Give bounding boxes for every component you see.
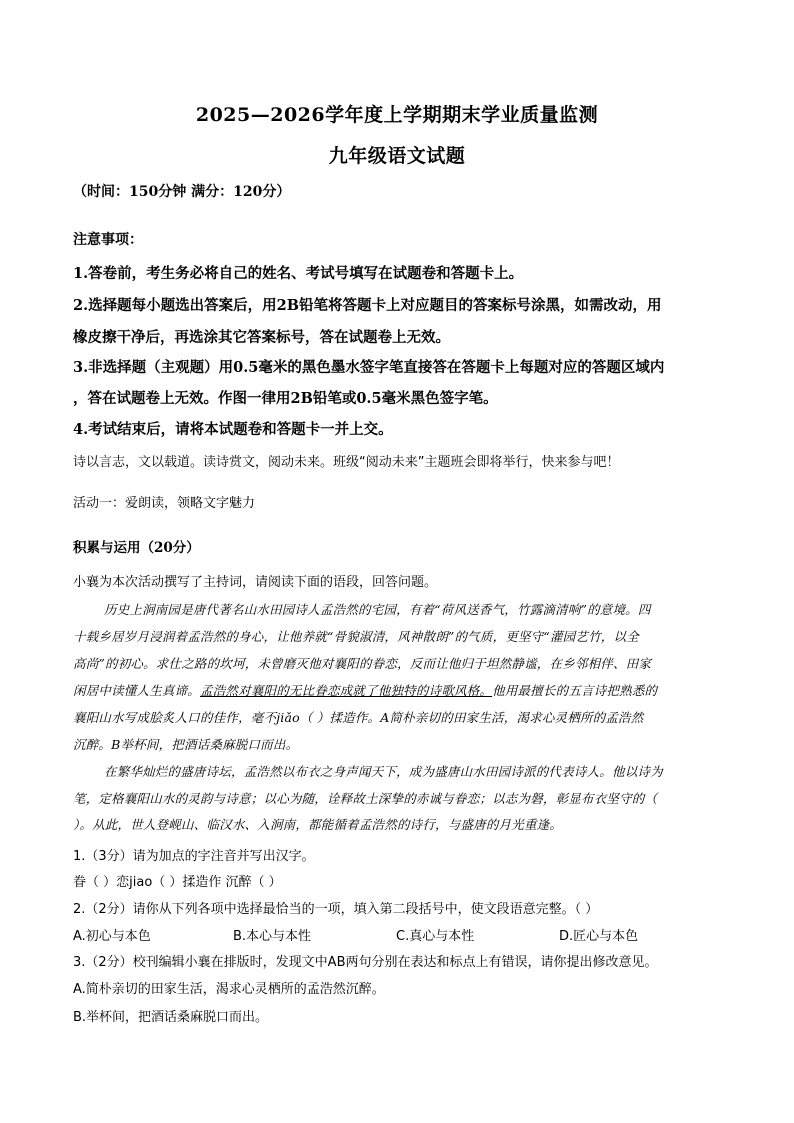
question-1-stem: 1.（3分）请为加点的字注音并写出汉字。 bbox=[73, 849, 315, 864]
option-a: A.初心与本色 bbox=[73, 929, 151, 944]
question-3-sentence-b: B.举杯间，把酒话桑麻脱口而出。 bbox=[73, 1010, 269, 1025]
passage-line: ）。从此，世人登岘山、临汉水、入涧南，都能循着孟浩然的诗行，与盛唐的月光重逢。 bbox=[73, 817, 563, 832]
notice-item: ，答在试题卷上无效。作图一律用2B铅笔或0.5毫米黑色签字笔。 bbox=[73, 390, 498, 407]
passage-line: 在繁华灿烂的盛唐诗坛，孟浩然以布衣之身声闻天下，成为盛唐山水田园诗派的代表诗人。他以诗为 bbox=[104, 764, 663, 779]
intro-text: 诗以言志，文以载道。读诗赏文，阅动未来。班级“阅动未来”主题班会即将举行，快来参与吧！ bbox=[73, 455, 620, 470]
passage-line: 高尚”的初心。求仕之路的坎坷，未曾磨灭他对襄阳的眷恋，反而让他归于坦然静谧，在乡邻相伴、田家 bbox=[73, 656, 652, 671]
passage-line: 笔，定格襄阳山水的灵韵与诗意；以心为随，诠释故土深挚的赤诚与眷恋；以志为磐，彰显布衣坚守的（ bbox=[73, 791, 658, 806]
exam-subtitle: 九年级语文试题 bbox=[328, 145, 466, 167]
question-1-answer-line: 眷（ ）恋jiao（ ）揉造作 沉醉（ ） bbox=[73, 875, 282, 890]
option-b: B.本心与本性 bbox=[233, 929, 312, 944]
notice-item: 1.答卷前，考生务必将自己的姓名、考试号填写在试题卷和答题卡上。 bbox=[73, 265, 524, 282]
underlined-sentence: 孟浩然对襄阳的无比眷恋成就了他独特的诗歌风格。 bbox=[200, 683, 493, 698]
question-2-stem: 2.（2分）请你从下列各项中选择最恰当的一项，填入第二段括号中，使文段语意完整。（ ） bbox=[73, 902, 599, 917]
passage-line: 沉醉。B举杯间，把酒话桑麻脱口而出。 bbox=[73, 737, 299, 752]
notice-heading: 注意事项： bbox=[73, 232, 143, 248]
notice-item: 2.选择题每小题选出答案后，用2B铅笔将答题卡上对应题目的答案标号涂黑，如需改动，用 bbox=[73, 297, 662, 314]
question-3-sentence-a: A.简朴亲切的田家生活，渴求心灵栖所的孟浩然沉醉。 bbox=[73, 982, 385, 997]
section-heading: 积累与运用（20分） bbox=[73, 540, 200, 556]
passage-line: 历史上涧南园是唐代著名山水田园诗人孟浩然的宅园，有着“荷风送香气，竹露滴清响”的意境。四 bbox=[104, 602, 651, 617]
exam-title: 2025—2026学年度上学期期末学业质量监测 bbox=[195, 104, 599, 126]
option-d: D.匠心与本色 bbox=[559, 929, 639, 944]
notice-item: 4.考试结束后，请将本试题卷和答题卡一并上交。 bbox=[73, 421, 393, 438]
reading-prompt: 小襄为本次活动撰写了主持词，请阅读下面的语段，回答问题。 bbox=[73, 575, 438, 590]
passage-line: 十载乡居岁月浸润着孟浩然的身心，让他养就“骨貌淑清，风神散朗”的气质，更坚守“灌园艺竹，以全 bbox=[73, 629, 639, 644]
activity-heading: 活动一：爱朗读，领略文字魅力 bbox=[73, 496, 256, 511]
notice-item: 橡皮擦干净后，再选涂其它答案标号，答在试题卷上无效。 bbox=[73, 329, 450, 346]
passage-text: 闲居中读懂人生真谛。 bbox=[73, 683, 201, 698]
option-c: C.真心与本性 bbox=[396, 929, 475, 944]
notice-item: 3.非选择题（主观题）用0.5毫米的黑色墨水签字笔直接答在答题卡上每题对应的答题区域内 bbox=[73, 359, 665, 376]
time-score: （时间：150分钟 满分：120分） bbox=[73, 184, 291, 200]
passage-text: 他用最擅长的五言诗把熟悉的 bbox=[492, 683, 658, 698]
passage-line bbox=[73, 681, 657, 699]
question-3-stem: 3.（2分）校刊编辑小襄在排版时，发现文中AB两句分别在表达和标点上有错误，请你提出修改意见。 bbox=[73, 955, 658, 970]
passage-line: 襄阳山水写成脍炙人口的佳作，毫不jiǎo（ ）揉造作。A简朴亲切的田家生活，渴求心灵栖所的孟浩然 bbox=[73, 710, 644, 725]
